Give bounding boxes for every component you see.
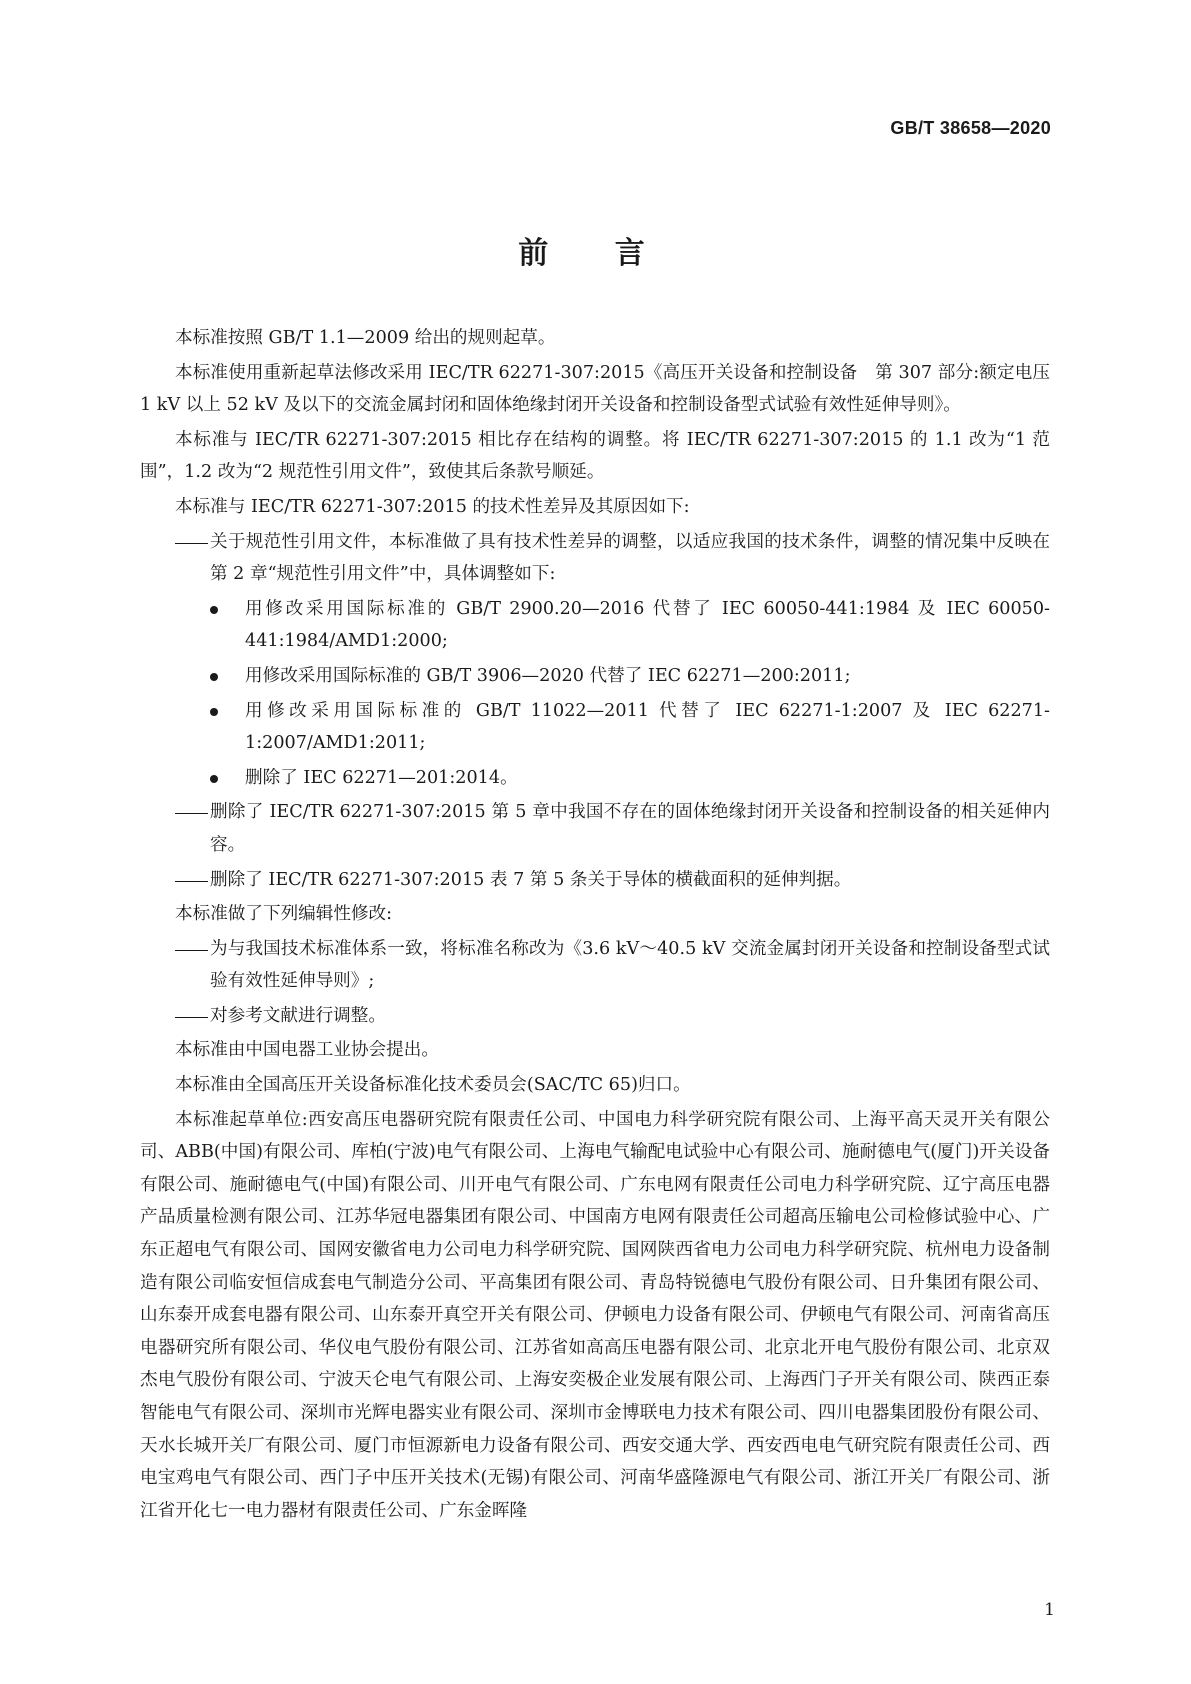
standard-code: GB/T 38658—2020 (890, 118, 1051, 138)
paragraph: 本标准起草单位:西安高压电器研究院有限责任公司、中国电力科学研究院有限公司、上海平高天灵开关有限公司、ABB(中国)有限公司、库柏(宁波)电气有限公司、上海电气输配电试验中心有限公司、施耐德电气(厦门)开关设备有限公司、施耐德电气(中国)有限公司、川开电气有限公司、广东电网有限责任公司电力科学研究院、辽宁高压电器产品质量检测有限公司、江苏华冠电器集团有限公司、中国南方电网有限责任公司超高压输电公司检修试验中心、广东正超电气有限公司、国网安徽省电力公司电力科学研究院、国网陕西省电力公司电力科学研究院、杭州电力设备制造有限公司临安恒信成套电气制造分公司、平高集团有限公司、青岛特锐德电气股份有限公司、日升集团有限公司、山东泰开成套电器有限公司、山东泰开真空开关有限公司、伊顿电力设备有限公司、伊顿电气有限公司、河南省高压电器研究所有限公司、华仪电气股份有限公司、江苏省如高高压电器有限公司、北京北开电气股份有限公司、北京双杰电气股份有限公司、宁波天仑电气有限公司、上海安奕极企业发展有限公司、上海西门子开关有限公司、陕西正泰智能电气有限公司、深圳市光辉电器实业有限公司、深圳市金博联电力技术有限公司、四川电器集团股份有限公司、天水长城开关厂有限公司、厦门市恒源新电力设备有限公司、西安交通大学、西安西电电气研究院有限责任公司、西电宝鸡电气有限公司、西门子中压开关技术(无锡)有限公司、河南华盛隆源电气有限公司、浙江开关厂有限公司、浙江省开化七一电力器材有限责任公司、广东金晖隆 (140, 1109, 1050, 1521)
bullet-icon (210, 775, 218, 783)
paragraph: 本标准与 IEC/TR 62271-307:2015 相比存在结构的调整。将 IEC/TR 62271-307:2015 的 1.1 改为“1 范围”，1.2 改为“2 规范性引用文件”，致使其后条款号顺延。 (140, 429, 1050, 483)
paragraph: 本标准与 IEC/TR 62271-307:2015 的技术性差异及其原因如下: (175, 496, 690, 517)
page-number: 1 (1044, 1600, 1055, 1620)
dash-item-text: 为与我国技术标准体系一致，将标准名称改为《3.6 kV～40.5 kV 交流金属封闭开关设备和控制设备型式试验有效性延伸导则》; (210, 938, 1050, 992)
bullet-list-item (140, 593, 1050, 658)
bullet-list-item (140, 660, 1050, 693)
dash-item-text: 删除了 IEC/TR 62271-307:2015 第 5 章中我国不存在的固体绝缘封闭开关设备和控制设备的相关延伸内容。 (210, 802, 1050, 855)
bullet-icon (210, 606, 218, 614)
dash-item-text: 删除了 IEC/TR 62271-307:2015 表 7 第 5 条关于导体的横截面积的延伸判据。 (210, 869, 852, 890)
bullet-item-text: 删除了 IEC 62271—201:2014。 (245, 767, 518, 788)
dash-list-item (140, 526, 1050, 591)
page-title: 前 言 (518, 236, 673, 271)
paragraph: 本标准由全国高压开关设备标准化技术委员会(SAC/TC 65)归口。 (175, 1075, 691, 1096)
paragraph: 本标准由中国电器工业协会提出。 (175, 1040, 439, 1061)
bullet-list-item (140, 762, 1050, 795)
bullet-icon (210, 708, 218, 716)
bullet-item-text: 用修改采用国际标准的 GB/T 2900.20—2016 代替了 IEC 60050-441:1984 及 IEC 60050-441:1984/AMD1:2000; (245, 598, 1050, 652)
dash-list-item (140, 864, 1050, 897)
bullet-item-text: 用修改采用国际标准的 GB/T 3906—2020 代替了 IEC 62271—200:2011; (245, 665, 851, 686)
document-body (140, 322, 1050, 1529)
paragraph: 本标准按照 GB/T 1.1—2009 给出的规则起草。 (175, 328, 556, 348)
paragraph: 本标准使用重新起草法修改采用 IEC/TR 62271-307:2015《高压开关设备和控制设备 第 307 部分:额定电压 1 kV 以上 52 kV 及以下的交流金属封闭和固体绝缘封闭开关设备和控制设备型式试验有效性延伸导则》。 (140, 362, 1050, 416)
bullet-list-item (140, 695, 1050, 760)
dash-item-text: 对参考文献进行调整。 (210, 1005, 386, 1026)
dash-list-item (140, 796, 1050, 861)
paragraph: 本标准做了下列编辑性修改: (175, 904, 393, 925)
bullet-item-text: 用修改采用国际标准的 GB/T 11022—2011 代替了 IEC 62271-1:2007 及 IEC 62271-1:2007/AMD1:2011; (245, 700, 1050, 754)
dash-item-text: 关于规范性引用文件，本标准做了具有技术性差异的调整，以适应我国的技术条件，调整的情况集中反映在第 2 章“规范性引用文件”中，具体调整如下: (210, 531, 1050, 585)
dash-list-item (140, 933, 1050, 998)
dash-list-item (140, 1000, 1050, 1033)
bullet-icon (210, 673, 218, 681)
